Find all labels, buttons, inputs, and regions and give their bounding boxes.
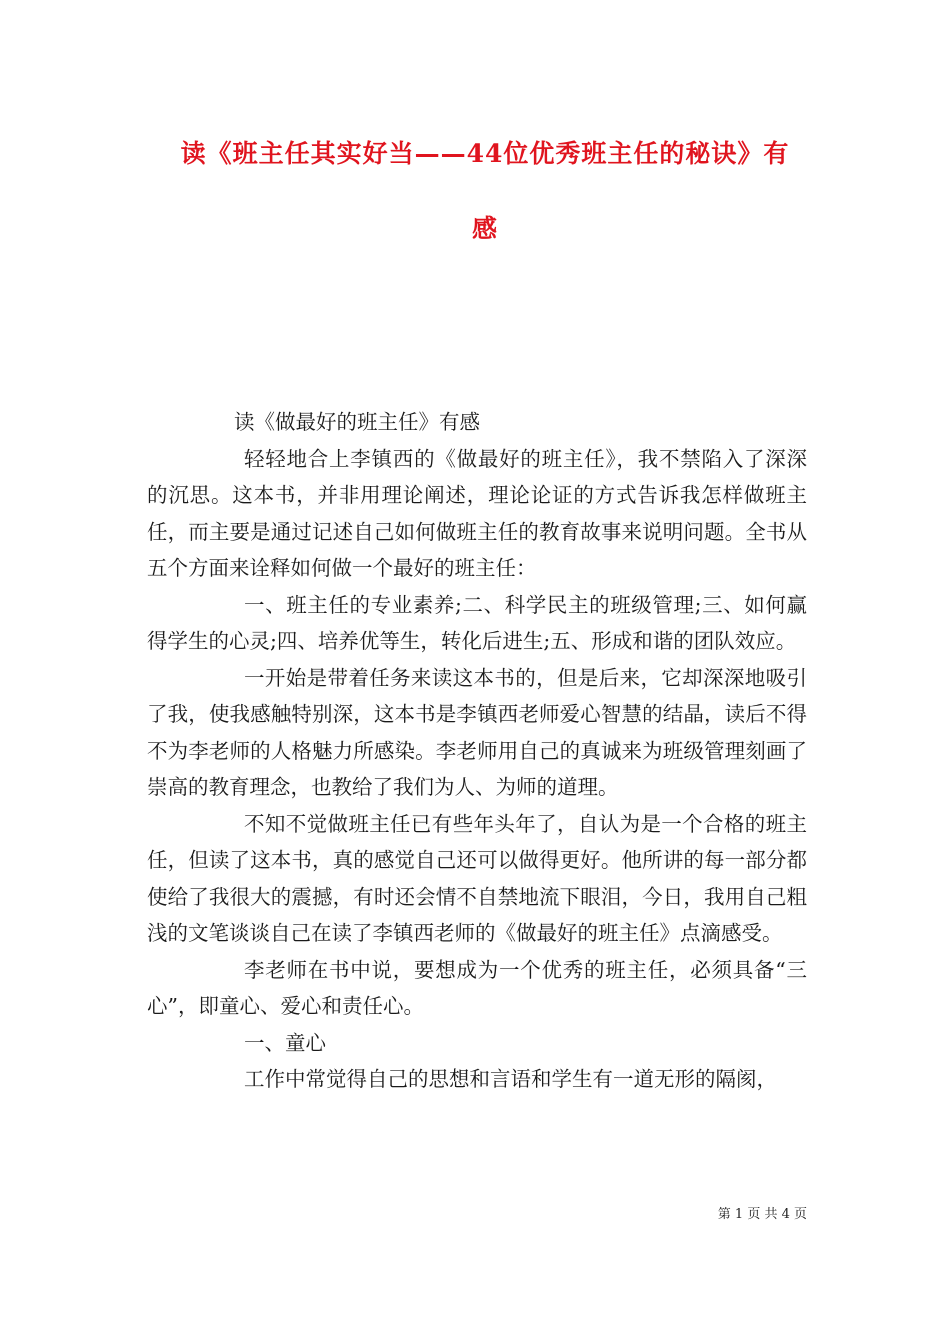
document-subtitle: 读《做最好的班主任》有感 <box>234 410 480 434</box>
paragraph-6: 工作中常觉得自己的思想和言语和学生有一道无形的隔阂， <box>244 1067 777 1091</box>
paragraph-4: 不知不觉做班主任已有些年头年了，自认为是一个合格的班主任，但读了这本书，真的感觉自己还可以做得更好。他所讲的每一部分都使给了我很大的震撼，有时还会情不自禁地流下眼泪，今日，我用自己粗浅的文笔谈谈自己在读了李镇西老师的《做最好的班主任》点滴感受。 <box>147 811 807 945</box>
document-title-line2: 感 <box>471 214 498 243</box>
paragraph-2: 一、班主任的专业素养;二、科学民主的班级管理;三、如何赢得学生的心灵;四、培养优等生，转化后进生;五、形成和谐的团队效应。 <box>147 592 807 653</box>
document-title-line1: 读《班主任其实好当——44位优秀班主任的秘诀》有 <box>180 139 790 168</box>
paragraph-5: 李老师在书中说，要想成为一个优秀的班主任，必须具备“三心”，即童心、爱心和责任心。 <box>147 957 807 1018</box>
section-heading: 一、童心 <box>244 1030 326 1055</box>
page-footer: 第 1 页 共 4 页 <box>717 1207 807 1222</box>
paragraph-3: 一开始是带着任务来读这本书的，但是后来，它却深深地吸引了我，使我感触特别深，这本书是李镇西老师爱心智慧的结晶，读后不得不为李老师的人格魅力所感染。李老师用自己的真诚来为班级管理刻画了崇高的教育理念，也教给了我们为人、为师的道理。 <box>147 665 807 799</box>
document-body <box>147 404 807 1098</box>
paragraph-1: 轻轻地合上李镇西的《做最好的班主任》，我不禁陷入了深深的沉思。这本书，并非用理论阐述，理论论证的方式告诉我怎样做班主任，而主要是通过记述自己如何做班主任的教育故事来说明问题。全书从五个方面来诠释如何做一个最好的班主任： <box>147 446 807 580</box>
